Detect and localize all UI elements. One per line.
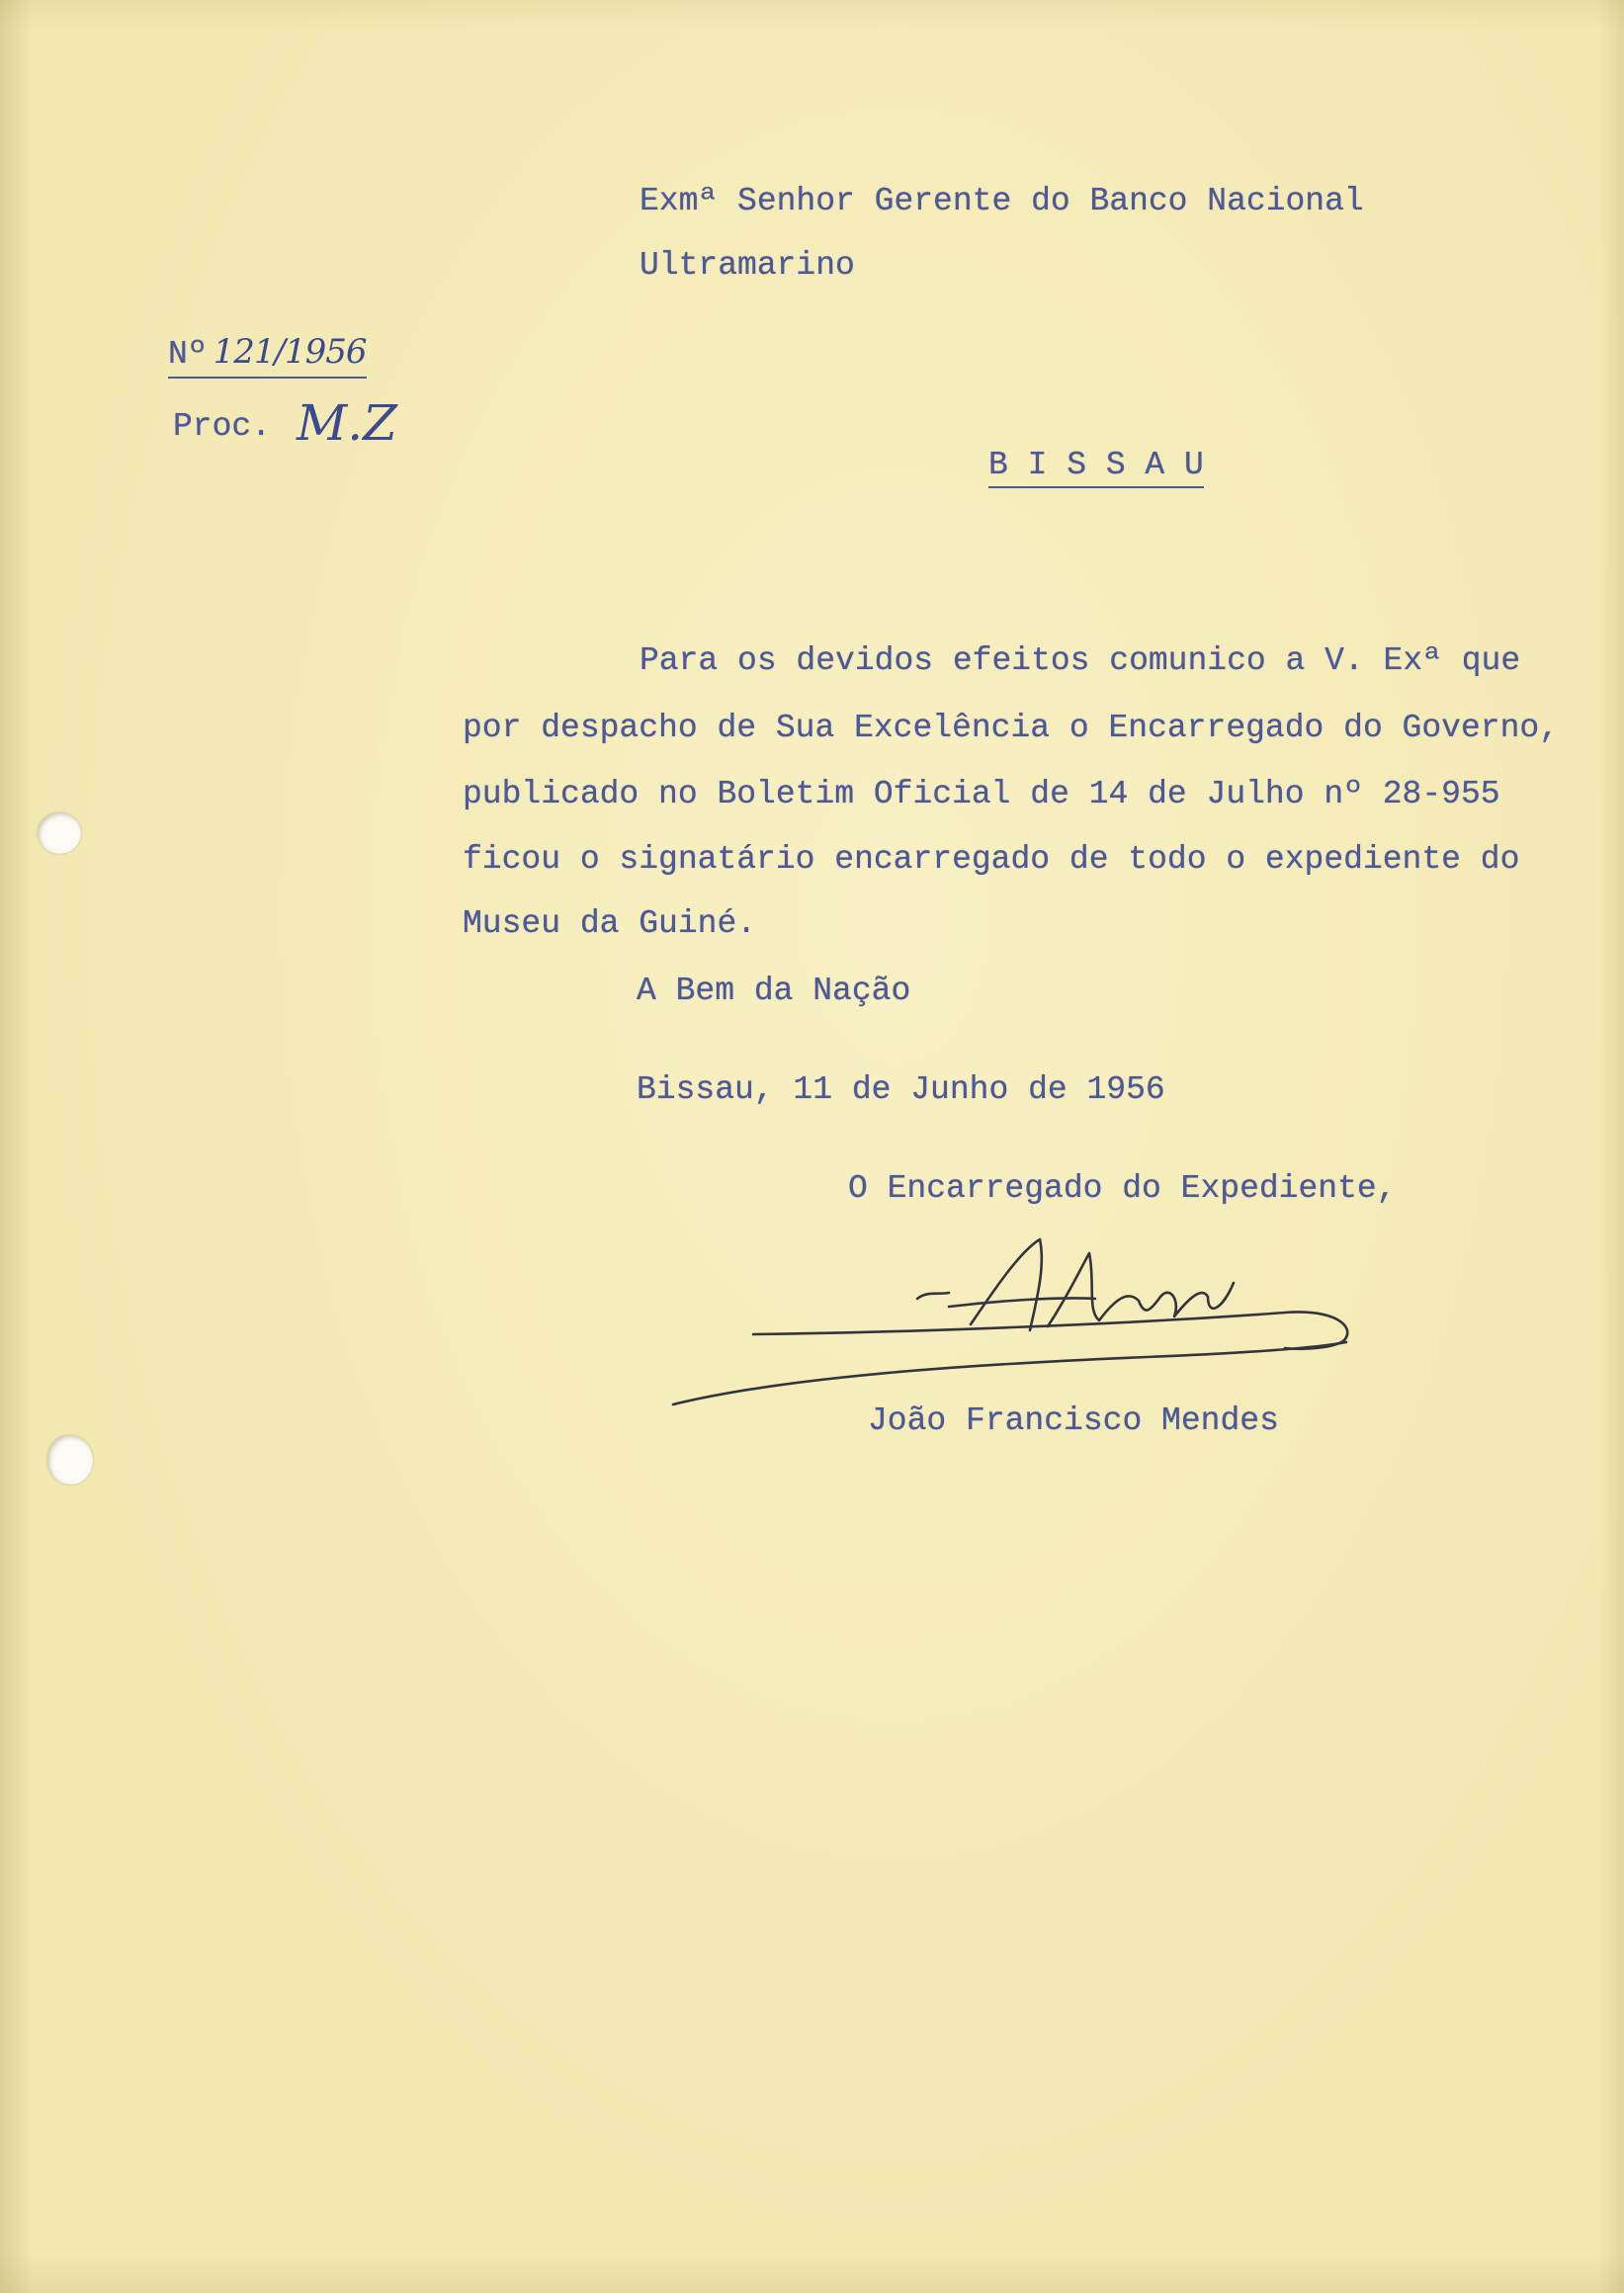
signature-letters	[1048, 1253, 1234, 1326]
reference-number	[168, 332, 367, 379]
reference-number-label: Nº	[168, 336, 208, 373]
recipient-line-1: Exmª Senhor Gerente do Banco Nacional	[640, 183, 1364, 219]
signature-letter-a	[971, 1239, 1042, 1330]
body-line-1: Para os devidos efeitos comunico a V. Exª que	[640, 642, 1521, 679]
signature-sweep	[673, 1342, 1346, 1404]
closing-salutation: A Bem da Nação	[637, 973, 911, 1009]
signature-crossbar	[949, 1298, 1095, 1307]
recipient-line-2: Ultramarino	[640, 247, 855, 284]
signatory-title: O Encarregado do Expediente,	[848, 1170, 1397, 1207]
process-label: Proc.	[173, 408, 272, 445]
signatory-name: João Francisco Mendes	[868, 1402, 1279, 1439]
punch-hole-upper	[38, 812, 81, 854]
punch-hole-lower	[47, 1435, 93, 1485]
body-line-5: Museu da Guiné.	[463, 905, 757, 942]
handwritten-signature	[652, 1226, 1364, 1423]
city-heading: B I S S A U	[988, 446, 1204, 488]
process-handwritten-value: M.Z	[297, 394, 397, 452]
date-line: Bissau, 11 de Junho de 1956	[637, 1071, 1165, 1108]
body-line-2: por despacho de Sua Excelência o Encarregado do Governo,	[463, 710, 1559, 746]
body-line-3: publicado no Boletim Oficial de 14 de Julho nº 28-955	[463, 776, 1500, 812]
body-line-4: ficou o signatário encarregado de todo o expediente do	[463, 841, 1520, 878]
reference-number-handwritten: 121/1956	[213, 332, 367, 372]
signature-tick	[917, 1293, 949, 1299]
signature-flourish	[753, 1312, 1347, 1348]
